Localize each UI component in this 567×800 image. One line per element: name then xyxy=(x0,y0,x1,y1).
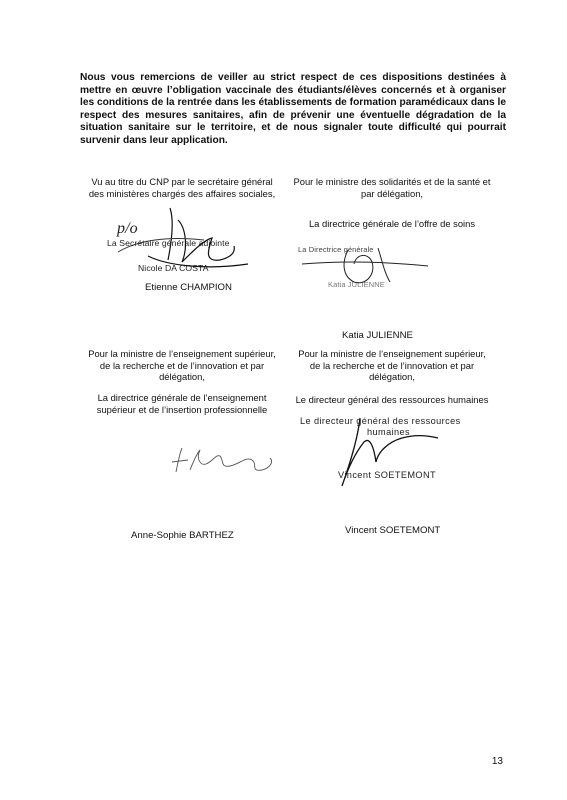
barthez-name: Anne-Sophie BARTHEZ xyxy=(131,530,234,541)
dgrh-stamp-title-2: humaines xyxy=(367,427,411,437)
dgrh-line-3: délégation, xyxy=(369,371,415,382)
dgos-signatory-block xyxy=(292,176,492,199)
dgrh-line-2: de la recherche et de l’innovation et par xyxy=(309,359,475,371)
dgrh-title: Le directeur général des ressources humaines xyxy=(295,394,489,405)
dgesip-line-2: de la recherche et de l’innovation et par xyxy=(99,359,265,371)
dgrh-stamp-name: Vincent SOETEMONT xyxy=(338,470,437,480)
champion-name: Etienne CHAMPION xyxy=(145,282,232,293)
dgesip-line-1: Pour la ministre de l’enseignement supérieur, xyxy=(88,348,276,359)
dgrh-stamp-title-1: Le directeur général des ressources xyxy=(300,416,461,426)
barthez-signature xyxy=(170,442,280,482)
deputy-secretary-stamp-title: La Secrétaire générale adjointe xyxy=(107,238,230,248)
cnp-signatory-block xyxy=(78,176,286,199)
dgos-line-1: Pour le ministre des solidarités et de la santé et xyxy=(293,176,491,187)
dgesip-line-3: délégation, xyxy=(159,371,205,382)
dgos-stamp-name: Katia JULIENNE xyxy=(328,280,385,289)
dgesip-title xyxy=(82,392,282,415)
page-number: 13 xyxy=(491,756,503,767)
soetemont-signature xyxy=(330,412,440,492)
per-order-mark: p/o xyxy=(117,220,138,237)
dgos-line-2: par délégation, xyxy=(360,187,424,199)
julienne-signature xyxy=(298,242,438,292)
soetemont-name: Vincent SOETEMONT xyxy=(345,525,441,536)
dgrh-line-1: Pour la ministre de l’enseignement supérieur, xyxy=(298,348,486,359)
intro-paragraph: Nous vous remercions de veiller au strict respect de ces dispositions destinées à mettre en œuvre l’obligation vaccinale des étudiants/élèves concernés et à organiser les conditions de la rentrée dans les établissements de formation paramédicaux dans le respect des mesures sanitaires, afin de prévenir une éventuelle dégradation de la situation sanitaire sur le territoire, et de nous signaler toute difficulté qui pourrait survenir dans leur application. xyxy=(80,72,506,146)
dgos-stamp-title: La Directrice générale xyxy=(298,245,374,254)
dgesip-title-2: supérieur et de l’insertion professionnelle xyxy=(96,403,268,415)
dgesip-title-1: La directrice générale de l’enseignement xyxy=(97,392,267,403)
dgrh-signatory-block xyxy=(292,348,492,383)
champion-signature xyxy=(108,200,268,270)
cnp-line-2: des ministères chargés des affaires sociales, xyxy=(88,187,276,199)
julienne-name: Katia JULIENNE xyxy=(342,330,413,341)
cnp-line-1: Vu au titre du CNP par le secrétaire général xyxy=(91,176,273,187)
dgos-title: La directrice générale de l’offre de soins xyxy=(308,218,476,229)
deputy-secretary-stamp-name: Nicole DA COSTA xyxy=(138,263,209,273)
dgesip-signatory-block xyxy=(82,348,282,383)
